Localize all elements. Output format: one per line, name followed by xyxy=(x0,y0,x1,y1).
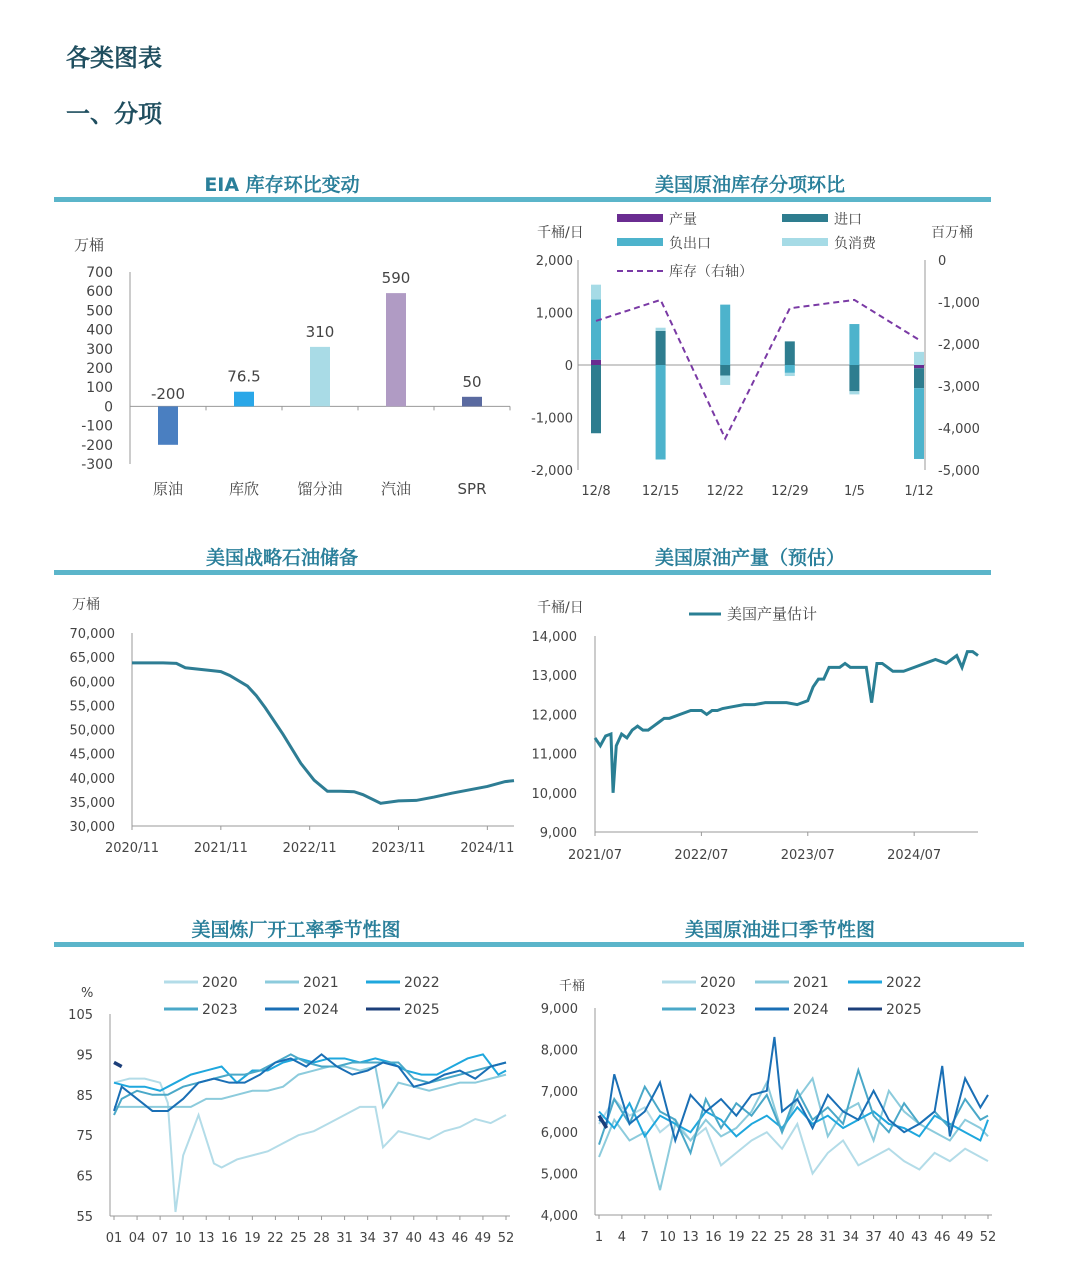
breakdown-bar-segment xyxy=(849,391,859,394)
refinery-x-tick: 31 xyxy=(336,1231,353,1246)
spr-x-tick: 2020/11 xyxy=(104,841,160,856)
eia-x-tick: 馏分油 xyxy=(297,480,343,498)
eia-bar xyxy=(386,293,406,406)
production-y-tick: 12,000 xyxy=(531,708,577,724)
refinery-x-tick: 37 xyxy=(382,1231,399,1246)
imports-line-2020 xyxy=(599,1099,988,1174)
breakdown-left-tick: -1,000 xyxy=(531,411,573,427)
section-heading: 一、分项 xyxy=(66,100,162,128)
spr-chart-title: 美国战略石油储备 xyxy=(205,547,358,569)
refinery-line-2021 xyxy=(114,1067,506,1107)
spr-x-tick: 2022/11 xyxy=(282,841,337,856)
production-y-tick: 11,000 xyxy=(531,747,577,763)
spr-y-unit: 万桶 xyxy=(72,597,100,613)
eia-data-label: 76.5 xyxy=(227,367,261,386)
refinery-line-2024 xyxy=(114,1054,506,1111)
breakdown-x-tick: 12/15 xyxy=(641,484,680,499)
spr-x-tick: 2024/11 xyxy=(460,841,515,856)
eia-y-unit: 万桶 xyxy=(74,236,105,254)
eia-x-tick: 原油 xyxy=(152,480,184,498)
breakdown-x-tick: 12/8 xyxy=(581,484,611,499)
breakdown-x-tick: 1/5 xyxy=(843,484,865,499)
imports-x-tick: 19 xyxy=(728,1230,745,1245)
spr-y-tick: 55,000 xyxy=(69,699,115,715)
eia-y-tick: 400 xyxy=(86,322,113,339)
breakdown-bar-segment xyxy=(591,285,601,300)
refinery-legend-label: 2025 xyxy=(404,1002,440,1018)
imports-y-tick: 5,000 xyxy=(540,1167,578,1183)
refinery-x-tick: 28 xyxy=(313,1231,330,1246)
page-heading: 各类图表 xyxy=(66,44,162,72)
breakdown-bar-segment xyxy=(656,365,666,460)
production-y-unit: 千桶/日 xyxy=(537,600,584,616)
imports-x-tick: 40 xyxy=(888,1230,905,1245)
breakdown-legend-swatch xyxy=(617,238,663,246)
breakdown-legend-label: 产量 xyxy=(669,212,697,228)
imports-y-tick: 9,000 xyxy=(540,1002,578,1017)
breakdown-bar-segment xyxy=(720,376,730,385)
refinery-x-tick: 49 xyxy=(474,1231,492,1246)
eia-bar xyxy=(310,347,330,407)
breakdown-x-tick: 1/12 xyxy=(904,484,934,499)
eia-y-tick: 200 xyxy=(86,361,113,377)
production-y-tick: 13,000 xyxy=(531,669,577,685)
eia-chart-title: EIA 库存环比变动 xyxy=(204,174,360,196)
imports-legend-label: 2025 xyxy=(886,1002,922,1018)
production-x-tick: 2022/07 xyxy=(674,848,729,863)
breakdown-bar-segment xyxy=(914,388,924,459)
eia-y-tick: 700 xyxy=(86,265,113,281)
spr-y-tick: 35,000 xyxy=(69,795,115,811)
refinery-y-tick: 95 xyxy=(76,1048,93,1064)
imports-x-tick: 46 xyxy=(933,1230,951,1245)
production-x-tick: 2023/07 xyxy=(780,848,835,863)
refinery-x-tick: 40 xyxy=(405,1231,423,1246)
refinery-y-unit: % xyxy=(81,986,94,1001)
breakdown-x-tick: 12/22 xyxy=(706,484,744,499)
breakdown-left-tick: 1,000 xyxy=(535,306,573,322)
spr-y-tick: 45,000 xyxy=(69,747,115,763)
breakdown-right-tick: -5,000 xyxy=(938,464,980,479)
spr-y-tick: 40,000 xyxy=(69,771,115,787)
eia-data-label: 50 xyxy=(462,372,482,391)
imports-legend-label: 2021 xyxy=(793,975,829,991)
breakdown-bar-segment xyxy=(720,365,730,376)
breakdown-legend-label: 负消费 xyxy=(834,236,876,252)
refinery-legend-label: 2021 xyxy=(303,975,339,991)
breakdown-bar-segment xyxy=(785,341,795,365)
imports-x-tick: 34 xyxy=(842,1230,859,1245)
eia-bar xyxy=(234,392,254,407)
breakdown-bar-segment xyxy=(914,365,924,368)
refinery-line-2020 xyxy=(114,1079,506,1212)
eia-y-tick: -100 xyxy=(81,418,113,435)
imports-x-tick: 10 xyxy=(659,1230,676,1245)
breakdown-bar-segment xyxy=(785,373,795,376)
breakdown-bar-segment xyxy=(591,360,601,365)
eia-data-label: -200 xyxy=(150,384,186,403)
refinery-y-tick: 55 xyxy=(76,1210,93,1225)
breakdown-legend-label: 进口 xyxy=(834,212,862,228)
refinery-y-tick: 65 xyxy=(76,1169,93,1185)
production-y-tick: 10,000 xyxy=(531,786,577,802)
breakdown-legend-swatch xyxy=(782,214,828,222)
eia-y-tick: 0 xyxy=(104,399,113,416)
eia-x-tick: SPR xyxy=(457,480,487,498)
refinery-y-tick: 75 xyxy=(76,1129,93,1145)
imports-legend-label: 2024 xyxy=(793,1002,829,1018)
production-line xyxy=(595,652,978,793)
imports-x-tick: 28 xyxy=(796,1230,814,1245)
breakdown-inventory-line xyxy=(596,300,919,439)
imports-x-tick: 43 xyxy=(911,1230,928,1245)
production-legend-label: 美国产量估计 xyxy=(727,605,818,623)
breakdown-bar-segment xyxy=(849,324,859,365)
imports-x-tick: 37 xyxy=(865,1230,882,1245)
eia-y-tick: 600 xyxy=(86,284,113,301)
refinery-legend-label: 2022 xyxy=(404,975,440,991)
imports-x-tick: 31 xyxy=(819,1230,837,1245)
imports-chart-title: 美国原油进口季节性图 xyxy=(684,919,875,941)
eia-y-tick: -200 xyxy=(81,437,113,454)
imports-line-2021 xyxy=(599,1078,988,1190)
spr-x-tick: 2021/11 xyxy=(193,841,248,856)
eia-y-tick: 100 xyxy=(86,380,113,397)
eia-data-label: 590 xyxy=(381,269,411,288)
spr-y-tick: 65,000 xyxy=(69,651,115,667)
breakdown-bar-segment xyxy=(720,305,730,365)
refinery-x-tick: 16 xyxy=(221,1231,238,1246)
refinery-x-tick: 52 xyxy=(497,1231,515,1246)
production-y-tick: 14,000 xyxy=(531,630,577,645)
spr-y-tick: 30,000 xyxy=(69,820,115,835)
eia-x-tick: 汽油 xyxy=(380,480,412,498)
production-y-tick: 9,000 xyxy=(539,826,577,841)
spr-y-tick: 50,000 xyxy=(69,723,115,739)
breakdown-legend-label: 负出口 xyxy=(669,236,711,252)
production-x-tick: 2021/07 xyxy=(567,848,623,863)
breakdown-bar-segment xyxy=(656,328,666,331)
production-chart-title: 美国原油产量（预估） xyxy=(654,547,845,569)
refinery-x-tick: 43 xyxy=(428,1231,446,1246)
refinery-x-tick: 07 xyxy=(151,1231,169,1246)
eia-bar xyxy=(158,406,178,444)
refinery-x-tick: 01 xyxy=(105,1231,123,1246)
refinery-x-tick: 13 xyxy=(197,1231,215,1246)
refinery-x-tick: 04 xyxy=(128,1231,146,1246)
breakdown-chart-title: 美国原油库存分项环比 xyxy=(654,174,845,196)
breakdown-bar-segment xyxy=(656,331,666,365)
breakdown-right-tick: -2,000 xyxy=(938,338,980,353)
breakdown-legend-swatch xyxy=(782,238,828,246)
imports-x-tick: 13 xyxy=(682,1230,699,1245)
breakdown-bar-segment xyxy=(914,352,924,365)
imports-legend-label: 2023 xyxy=(700,1002,736,1018)
imports-x-tick: 22 xyxy=(750,1230,768,1245)
breakdown-bar-segment xyxy=(591,299,601,359)
spr-y-tick: 70,000 xyxy=(69,627,115,642)
eia-x-tick: 库欣 xyxy=(228,480,260,498)
refinery-x-tick: 46 xyxy=(451,1231,469,1246)
refinery-legend-label: 2024 xyxy=(303,1002,339,1018)
imports-y-tick: 6,000 xyxy=(540,1126,578,1142)
imports-x-tick: 16 xyxy=(705,1230,722,1245)
breakdown-right-tick: 0 xyxy=(938,254,947,269)
refinery-legend-label: 2020 xyxy=(202,975,238,991)
imports-x-tick: 49 xyxy=(956,1230,974,1245)
imports-legend-label: 2022 xyxy=(886,975,922,991)
refinery-x-tick: 34 xyxy=(359,1231,376,1246)
refinery-chart-title: 美国炼厂开工率季节性图 xyxy=(191,919,401,941)
spr-y-tick: 60,000 xyxy=(69,675,115,691)
imports-y-tick: 4,000 xyxy=(540,1209,578,1224)
refinery-x-tick: 22 xyxy=(267,1231,284,1246)
imports-x-tick: 25 xyxy=(773,1230,791,1245)
breakdown-right-unit: 百万桶 xyxy=(931,225,973,241)
refinery-x-tick: 25 xyxy=(290,1231,307,1246)
breakdown-bar-segment xyxy=(591,365,601,433)
spr-x-tick: 2023/11 xyxy=(371,841,426,856)
eia-y-tick: 300 xyxy=(86,341,113,358)
refinery-y-tick: 85 xyxy=(76,1088,93,1104)
breakdown-legend-swatch xyxy=(617,214,663,222)
imports-x-tick: 52 xyxy=(979,1230,997,1245)
breakdown-bar-segment xyxy=(849,365,859,391)
breakdown-left-unit: 千桶/日 xyxy=(537,225,584,241)
breakdown-right-tick: -4,000 xyxy=(938,422,980,437)
breakdown-bar-segment xyxy=(785,365,795,373)
breakdown-left-tick: 2,000 xyxy=(535,254,573,269)
imports-y-tick: 8,000 xyxy=(540,1043,578,1059)
breakdown-legend-label: 库存（右轴） xyxy=(669,264,753,280)
breakdown-x-tick: 12/29 xyxy=(771,484,809,499)
refinery-x-tick: 19 xyxy=(244,1231,261,1246)
imports-x-tick: 4 xyxy=(617,1230,627,1245)
breakdown-left-tick: 0 xyxy=(564,359,573,374)
imports-x-tick: 7 xyxy=(640,1230,649,1245)
breakdown-right-tick: -3,000 xyxy=(938,380,980,395)
eia-bar xyxy=(462,397,482,407)
breakdown-bar-segment xyxy=(914,368,924,388)
production-x-tick: 2024/07 xyxy=(887,848,942,863)
breakdown-right-tick: -1,000 xyxy=(938,296,980,311)
imports-x-tick: 1 xyxy=(594,1230,604,1245)
imports-y-tick: 7,000 xyxy=(540,1084,578,1100)
spr-line xyxy=(132,663,514,803)
eia-data-label: 310 xyxy=(305,322,335,341)
imports-line-2024 xyxy=(599,1037,988,1141)
breakdown-left-tick: -2,000 xyxy=(531,464,573,479)
imports-legend-label: 2020 xyxy=(700,975,736,991)
refinery-y-tick: 105 xyxy=(68,1008,93,1023)
eia-y-tick: -300 xyxy=(81,457,113,473)
refinery-legend-label: 2023 xyxy=(202,1002,238,1018)
eia-y-tick: 500 xyxy=(86,303,113,320)
imports-y-unit: 千桶 xyxy=(559,979,586,994)
refinery-line-2025 xyxy=(114,1062,122,1066)
refinery-x-tick: 10 xyxy=(174,1231,192,1246)
